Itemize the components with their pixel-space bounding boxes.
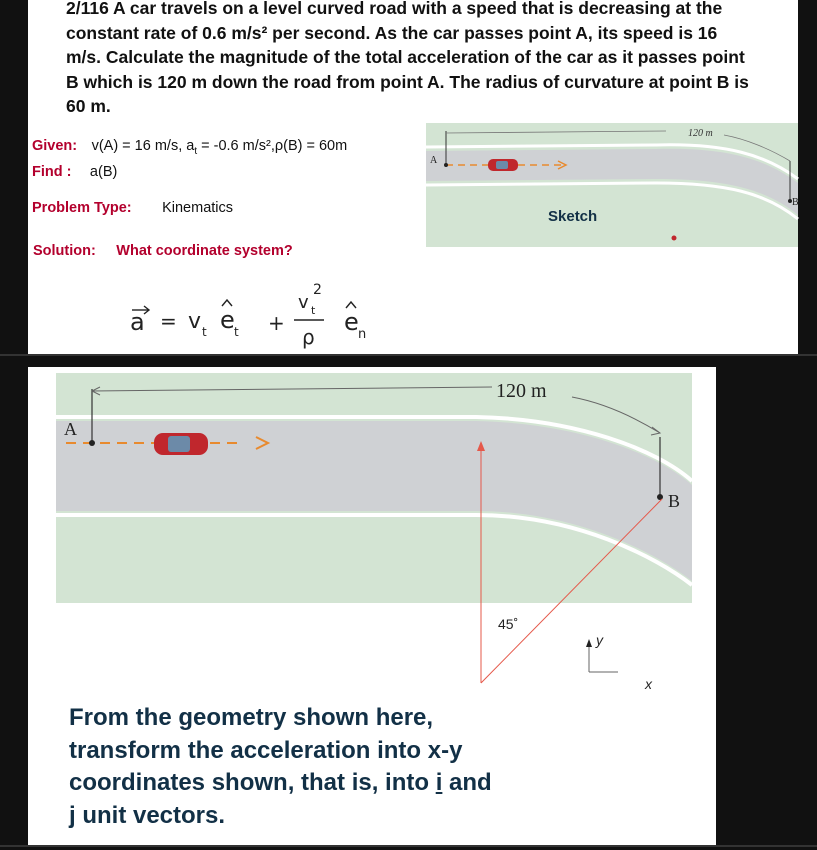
eq-num-sub: t [311,304,316,317]
distance-label-large: 120 m [496,380,547,402]
bottom-slide [28,367,716,845]
center-dot [672,236,677,241]
transform-and: and [442,769,492,796]
unit-vector-j: j [69,801,76,829]
divider [0,354,817,356]
eq-e-t: e [220,306,235,334]
geometry-overlay [28,367,716,697]
point-b-label: B [792,197,799,208]
eq-v: v [188,309,202,334]
transform-line-4-text: unit vectors. [75,801,226,829]
unit-vector-i: i [435,769,443,796]
radius-arrowhead [477,441,485,451]
y-axis-arrowhead [586,639,592,647]
y-axis-label: y [596,632,603,648]
point-b-label-large: B [668,491,681,511]
sketch-label: Sketch [548,208,598,225]
x-axis-label: x [645,676,652,692]
bottom-divider [0,845,817,847]
given-sub: t [194,145,198,157]
eq-a: a [130,308,145,336]
problem-type-value: Kinematics [162,200,234,216]
find-label: Find : [32,164,72,180]
eq-exp: 2 [313,282,322,298]
given-value-b: = -0.6 m/s²,ρ(B) = 60m [197,138,348,154]
transform-line-1: From the geometry shown here, [69,704,434,731]
eq-e-n: e [344,308,359,336]
eq-sub-t: t [202,325,207,339]
coordinate-question: What coordinate system? [116,243,293,259]
problem-type-label: Problem Type: [32,200,132,216]
small-sketch [426,123,798,247]
solution-row [33,242,293,260]
find-row [32,163,117,181]
eq-plus: + [268,311,285,335]
eq-num: v [298,292,309,313]
given-value-a: v(A) = 16 m/s, a [91,138,195,154]
transform-line-3-text: coordinates shown, that is, into [69,769,436,796]
acceleration-equation [118,270,418,350]
solution-label: Solution: [33,243,96,259]
find-value: a(B) [89,164,118,180]
point-a-label-large: A [64,419,77,439]
car-window [496,161,508,169]
point-a-dot [444,163,448,167]
angle-label: 45˚ [498,616,519,632]
transform-line-4 [69,800,589,833]
given-row [32,137,347,157]
eq-rho: ρ [302,325,315,349]
eq-equals: = [160,309,177,333]
point-a-label: A [430,155,438,166]
top-slide [28,0,798,354]
problem-type-row [32,199,233,217]
problem-statement: 2/116 A car travels on a level curved road with a speed that is decreasing at the constant rate of 0.6 m/s² per second. As the car passes point A, its speed is 16 m/s. Calculate the magnitude of the total acceleration of the car as it passes point B which is 120 m down the road from point A. The radius of curvature at point B is 60 m. [66,0,749,116]
transform-line-3 [69,767,589,800]
given-label: Given: [32,138,78,154]
given-value [91,138,348,157]
diagonal-radius-line [481,499,662,683]
distance-label: 120 m [688,128,713,139]
transform-instruction [69,702,589,832]
eq-sub-n: n [358,327,367,342]
transform-line-2: transform the acceleration into x-y [69,736,463,764]
eq-sub-t2: t [234,325,239,339]
